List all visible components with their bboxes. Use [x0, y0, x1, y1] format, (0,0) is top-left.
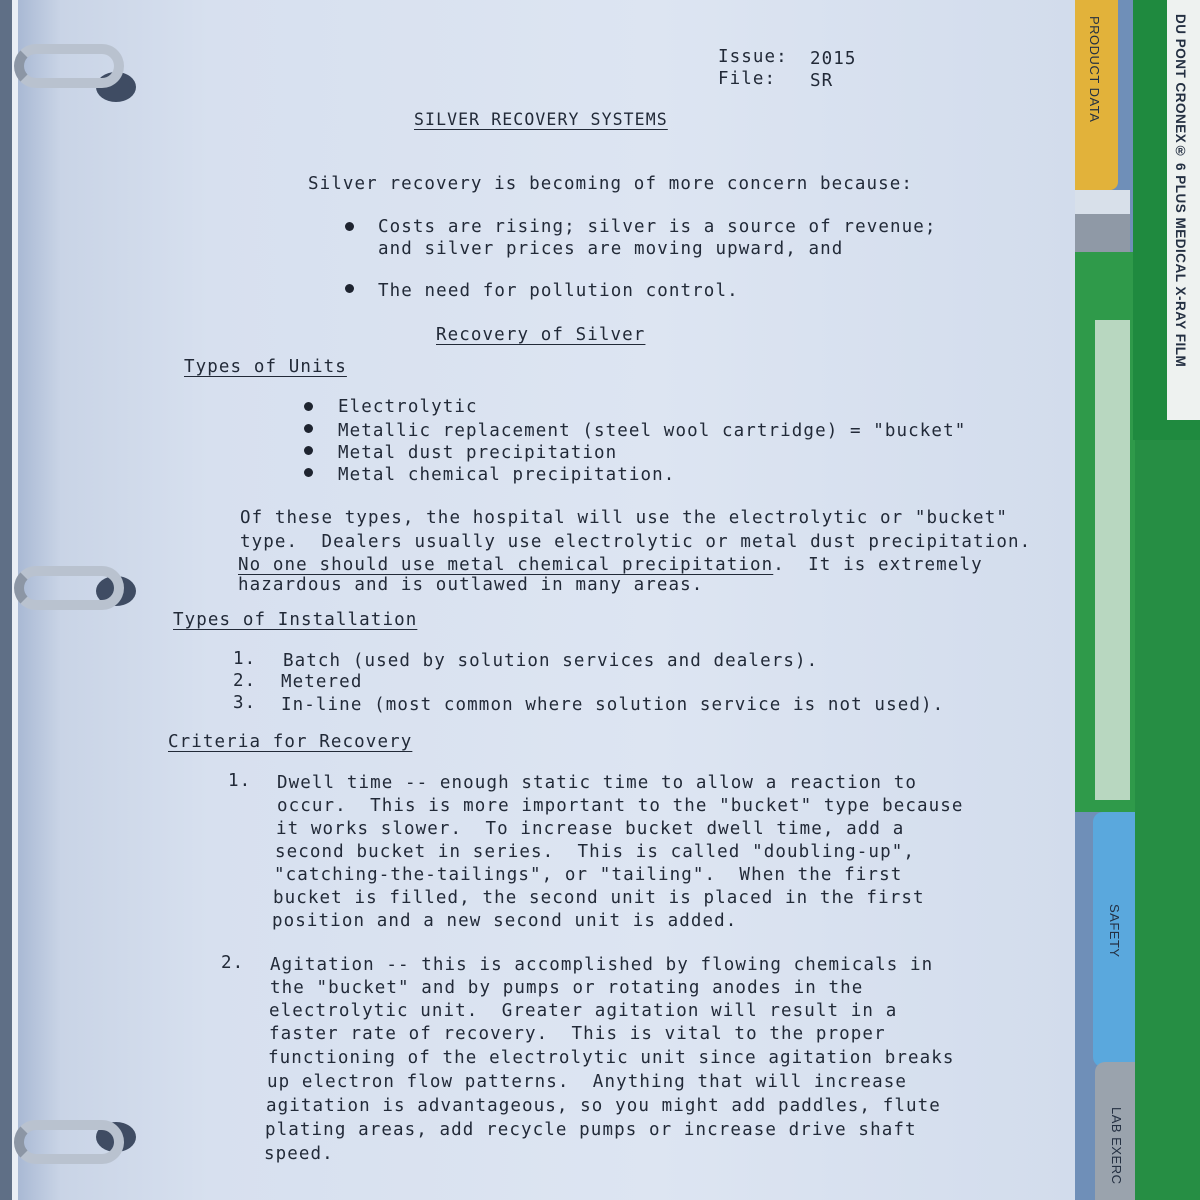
unit-item: Electrolytic [338, 397, 478, 417]
unit-item: Metal chemical precipitation. [338, 465, 676, 485]
installation-heading: Types of Installation [173, 610, 418, 630]
tab-product-data[interactable] [1075, 0, 1118, 190]
criteria-line: faster rate of recovery. This is vital to the proper [269, 1024, 886, 1044]
file-value: SR [810, 71, 834, 91]
tab-green-inner [1095, 320, 1130, 800]
criteria-line: Agitation -- this is accomplished by flowing chemicals in [270, 955, 934, 975]
binder-ring [14, 44, 124, 88]
criteria-num: 1. [228, 771, 252, 791]
criteria-line: position and a new second unit is added. [272, 911, 738, 931]
bullet-dot [304, 468, 313, 477]
binder-spine [0, 0, 12, 1200]
tab-white-band [1075, 190, 1130, 214]
criteria-line: bucket is filled, the second unit is placed in the first [273, 888, 925, 908]
tab-green-lower [1135, 440, 1200, 1200]
issue-value: 2015 [810, 49, 857, 69]
intro-bullet-1-line-2: and silver prices are moving upward, and [378, 239, 844, 259]
divider-tabs [1075, 0, 1200, 1200]
criteria-line: the "bucket" and by pumps or rotating anodes in the [270, 978, 864, 998]
criteria-line: speed. [264, 1144, 334, 1164]
installation-item: Metered [281, 672, 363, 692]
tab-cronex[interactable] [1133, 0, 1200, 440]
bullet-dot [345, 284, 354, 293]
criteria-num: 2. [221, 953, 245, 973]
installation-item: Batch (used by solution services and dealers). [283, 651, 819, 671]
criteria-line: electrolytic unit. Greater agitation will result in a [269, 1001, 898, 1021]
units-paragraph-line: type. Dealers usually use electrolytic or metal dust precipitation. [240, 532, 1032, 552]
criteria-line: second bucket in series. This is called "doubling-up", [275, 842, 915, 862]
tab-gray-band [1075, 214, 1130, 252]
tab-label: DU PONT CRONEX® 6 PLUS MEDICAL X-RAY FILM [1173, 14, 1188, 368]
units-warning-line [238, 554, 983, 576]
file-label: File: [718, 69, 777, 89]
tab-lab-exercises[interactable] [1095, 1062, 1137, 1200]
criteria-line: occur. This is more important to the "bucket" type because [277, 796, 964, 816]
unit-item: Metallic replacement (steel wool cartridge) = "bucket" [338, 421, 967, 441]
issue-label: Issue: [718, 47, 788, 67]
installation-num: 2. [233, 671, 257, 691]
criteria-line: functioning of the electrolytic unit since agitation breaks [268, 1048, 955, 1068]
tab-label: PRODUCT DATA [1087, 16, 1102, 123]
recovery-heading: Recovery of Silver [436, 325, 646, 345]
intro-bullet-2: The need for pollution control. [378, 281, 739, 301]
installation-num: 1. [233, 649, 257, 669]
bullet-dot [304, 446, 313, 455]
criteria-line: it works slower. To increase bucket dwell time, add a [276, 819, 905, 839]
units-warning-rest: . It is extremely [773, 555, 983, 575]
tab-safety[interactable] [1093, 812, 1135, 1067]
units-warning-underlined: No one should use metal chemical precipitation [238, 555, 774, 575]
document-page [12, 0, 1081, 1200]
binder-ring [14, 1120, 124, 1164]
criteria-line: plating areas, add recycle pumps or increase drive shaft [265, 1120, 917, 1140]
binder-ring [14, 566, 124, 610]
intro-bullet-1-line-1: Costs are rising; silver is a source of revenue; [378, 217, 937, 237]
tab-label: SAFETY [1107, 904, 1122, 958]
bullet-dot [304, 424, 313, 433]
criteria-line: agitation is advantageous, so you might add paddles, flute [266, 1096, 941, 1116]
units-warning-last: hazardous and is outlawed in many areas. [238, 575, 704, 595]
types-of-units-heading: Types of Units [184, 357, 347, 377]
units-paragraph-line: Of these types, the hospital will use the electrolytic or "bucket" [240, 508, 1008, 528]
bullet-dot [304, 402, 313, 411]
installation-item: In-line (most common where solution service is not used). [281, 695, 945, 715]
criteria-line: up electron flow patterns. Anything that will increase [267, 1072, 907, 1092]
criteria-line: "catching-the-tailings", or "tailing". When the first [274, 865, 903, 885]
criteria-line: Dwell time -- enough static time to allow a reaction to [277, 773, 917, 793]
intro-lead: Silver recovery is becoming of more concern because: [308, 174, 914, 194]
tab-label: LAB EXERC [1109, 1107, 1124, 1185]
bullet-dot [345, 222, 354, 231]
unit-item: Metal dust precipitation [338, 443, 618, 463]
installation-num: 3. [233, 693, 257, 713]
page-title: SILVER RECOVERY SYSTEMS [414, 110, 668, 129]
criteria-heading: Criteria for Recovery [168, 732, 413, 752]
